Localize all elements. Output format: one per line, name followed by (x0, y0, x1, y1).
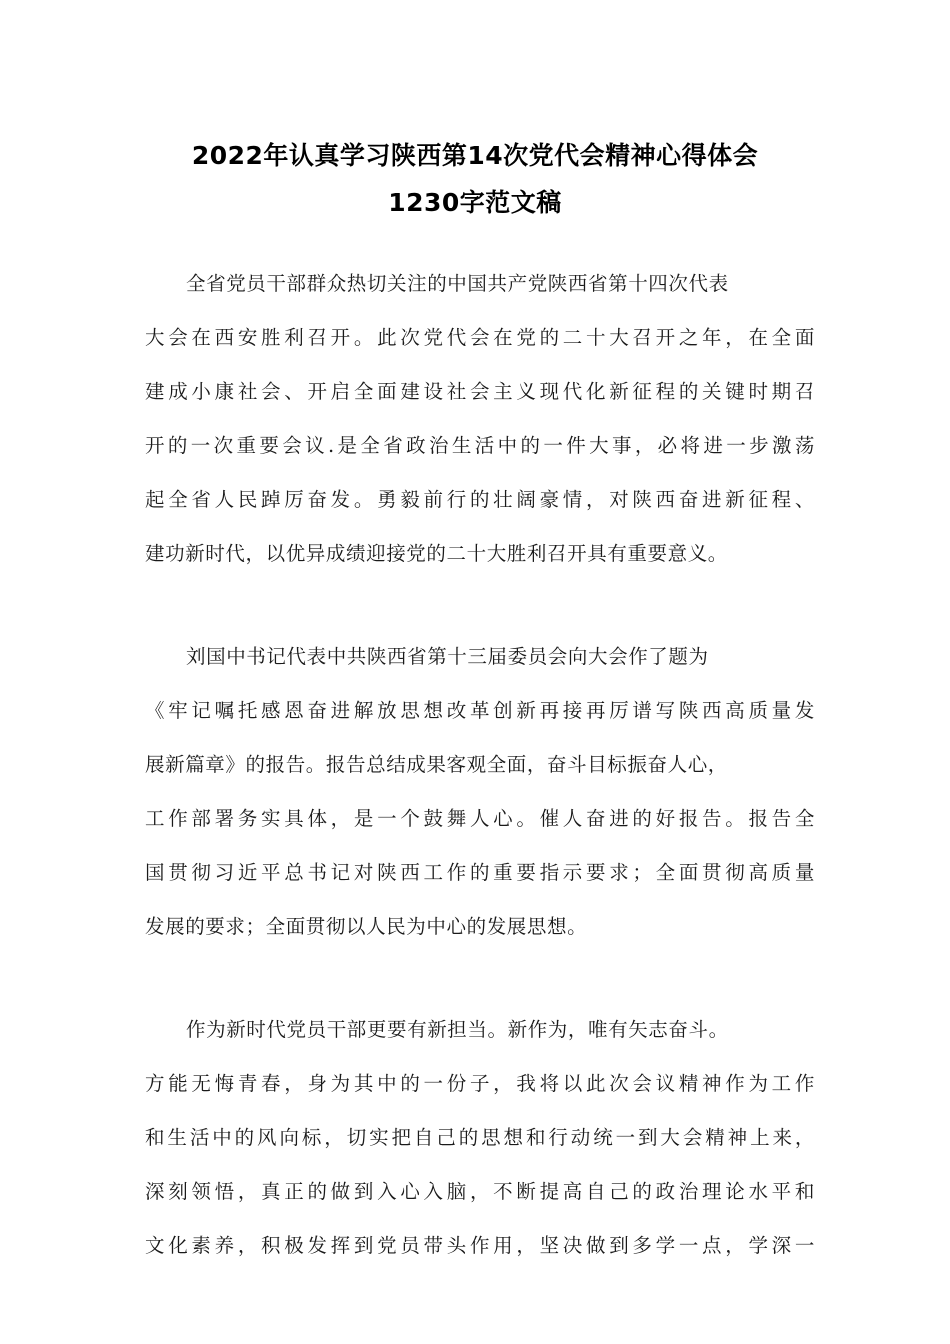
document-title-line-1: 2022年认真学习陕西第14次党代会精神心得体会 (191, 141, 759, 170)
paragraph-1 (145, 257, 815, 581)
paragraph-line: 建功新时代，以优异成绩迎接党的二十大胜利召开具有重要意义。 (145, 542, 728, 565)
paragraph-line: 大会在西安胜利召开。此次党代会在党的二十大召开之年，在全面 (145, 326, 815, 349)
paragraph-line: 《牢记嘱托感恩奋进解放思想改革创新再接再厉谱写陕西高质量发 (145, 699, 815, 722)
paragraph-line: 文化素养，积极发挥到党员带头作用，坚决做到多学一点，学深一 (145, 1234, 815, 1257)
paragraph-3 (145, 1003, 815, 1273)
paragraph-line: 深刻领悟，真正的做到入心入脑，不断提高自己的政治理论水平和 (145, 1180, 815, 1203)
paragraph-2 (145, 630, 815, 954)
paragraph-line: 和生活中的风向标，切实把自己的思想和行动统一到大会精神上来， (145, 1126, 815, 1149)
paragraph-line: 起全省人民踔厉奋发。勇毅前行的壮阔豪情，对陕西奋进新征程、 (145, 488, 815, 511)
paragraph-line: 全省党员干部群众热切关注的中国共产党陕西省第十四次代表 (186, 272, 729, 295)
paragraph-line: 工作部署务实具体，是一个鼓舞人心。催人奋进的好报告。报告全 (145, 807, 815, 830)
paragraph-line: 刘国中书记代表中共陕西省第十三届委员会向大会作了题为 (186, 645, 709, 668)
document-title-line-2: 1230字范文稿 (388, 188, 562, 217)
paragraph-line: 国贯彻习近平总书记对陕西工作的重要指示要求；全面贯彻高质量 (145, 861, 815, 884)
paragraph-line: 展新篇章》的报告。报告总结成果客观全面，奋斗目标振奋人心， (145, 753, 728, 776)
paragraph-line: 开的一次重要会议.是全省政治生活中的一件大事，必将进一步激荡 (145, 434, 815, 457)
paragraph-line: 方能无悔青春，身为其中的一份子，我将以此次会议精神作为工作 (145, 1072, 815, 1095)
paragraph-line: 建成小康社会、开启全面建设社会主义现代化新征程的关键时期召 (145, 380, 815, 403)
paragraph-line: 作为新时代党员干部更要有新担当。新作为，唯有矢志奋斗。 (186, 1018, 729, 1041)
paragraph-line: 发展的要求；全面贯彻以人民为中心的发展思想。 (145, 915, 588, 938)
